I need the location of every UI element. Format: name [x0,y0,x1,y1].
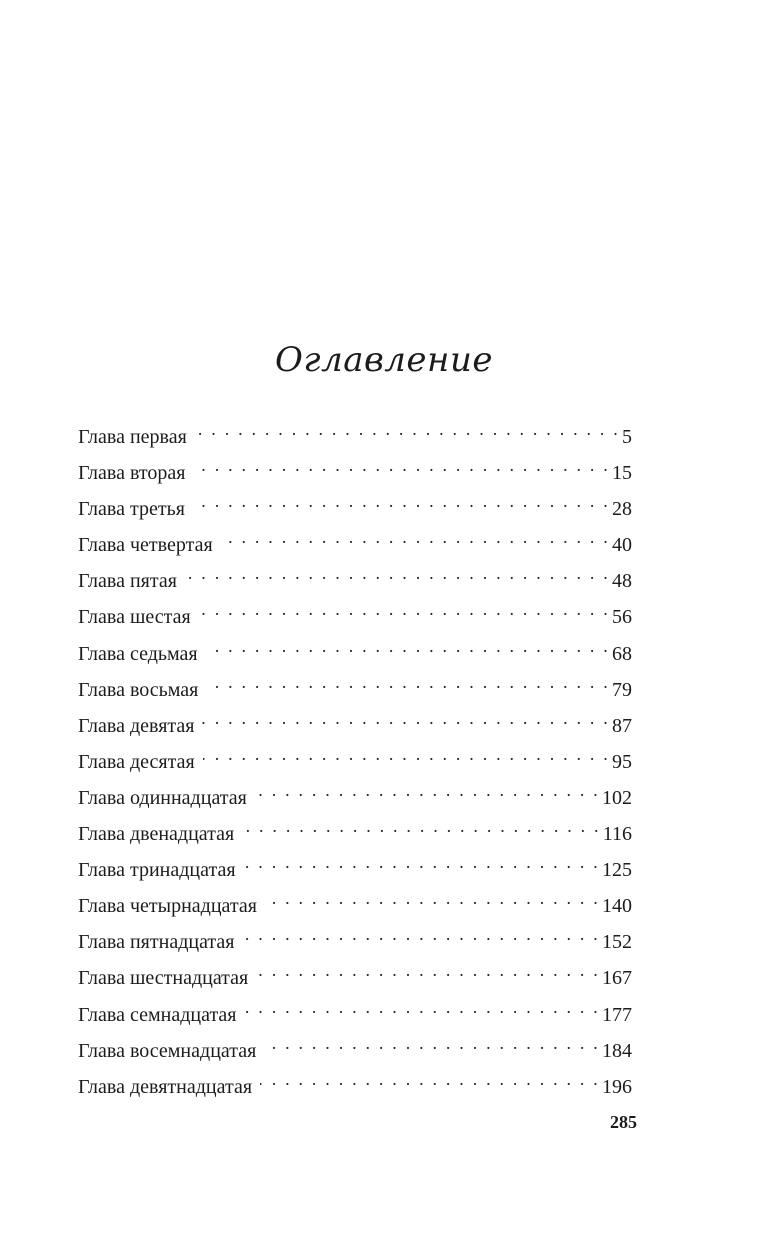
dot-leader [242,812,601,840]
toc-entry-label: Глава седьмая [78,642,198,665]
toc-entry-label: Глава двенадцатая [78,823,235,846]
toc-entry[interactable] [78,776,632,812]
toc-entry-label: Глава восьмая [78,678,199,701]
dot-leader [256,956,600,984]
dot-leader [265,884,600,912]
toc-entry-page: 56 [612,606,632,629]
toc-entry-label: Глава восемнадцатая [78,1039,257,1062]
toc-entry-label: Глава первая [78,426,187,448]
toc-entry[interactable] [78,1065,632,1101]
dot-leader [193,487,610,515]
toc-entry-page: 125 [602,859,632,882]
toc-entry-page: 177 [602,1003,632,1026]
toc-entry-label: Глава третья [78,498,185,521]
toc-entry-page: 116 [602,823,632,846]
toc-entry-label: Глава семнадцатая [78,1003,237,1026]
toc-entry-page: 5 [622,426,632,448]
dot-leader [255,776,600,804]
toc-entry[interactable] [78,451,632,487]
dot-leader [195,415,620,443]
page-number: 285 [610,1112,637,1132]
toc-entry[interactable] [78,920,632,956]
toc-entry[interactable] [78,704,632,740]
toc-entry-page: 68 [612,642,632,665]
toc-entry-page: 140 [602,895,632,918]
toc-entry[interactable] [78,884,632,920]
toc-entry-page: 102 [602,786,632,809]
dot-leader [245,993,600,1021]
dot-leader [185,559,610,587]
toc-entry-label: Глава четырнадцатая [78,895,257,918]
toc-entry-label: Глава четвертая [78,534,213,557]
toc-entry-label: Глава тринадцатая [78,859,236,882]
toc-entry[interactable] [78,523,632,559]
dot-leader [244,848,600,876]
toc-entry-label: Глава десятая [78,750,195,773]
toc-entry[interactable] [78,595,632,631]
dot-leader [221,523,610,551]
toc-entry-page: 87 [612,714,632,737]
toc-entry-page: 40 [612,534,632,557]
toc-entry-page: 28 [612,498,632,521]
toc-entry-label: Глава пятнадцатая [78,931,235,954]
dot-leader [206,632,610,660]
toc-entry-page: 196 [602,1075,632,1098]
dot-leader [206,668,610,696]
toc-entry-page: 95 [612,750,632,773]
toc-entry-label: Глава девятая [78,714,195,737]
toc-entry-page: 167 [602,967,632,990]
dot-leader [260,1065,600,1093]
toc-entry-label: Глава шестая [78,606,191,629]
toc-entry[interactable] [78,812,632,848]
dot-leader [202,704,610,732]
dot-leader [199,595,610,623]
dot-leader [264,1029,600,1057]
toc-entry-page: 48 [612,570,632,593]
toc-entry-page: 152 [602,931,632,954]
toc-entry[interactable] [78,559,632,595]
toc-entry-label: Глава девятнадцатая [78,1075,253,1098]
dot-leader [203,740,610,768]
toc-entry[interactable] [78,632,632,668]
toc-entry[interactable] [78,993,632,1029]
toc-entry-label: Глава одиннадцатая [78,786,247,809]
toc-entry[interactable] [78,1029,632,1065]
toc-entry[interactable] [78,740,632,776]
table-of-contents [78,415,632,1101]
toc-entry-label: Глава пятая [78,570,177,593]
toc-entry-label: Глава шестнадцатая [78,967,249,990]
dot-leader [193,451,610,479]
toc-entry-page: 15 [612,462,632,485]
dot-leader [243,920,601,948]
toc-entry[interactable] [78,668,632,704]
toc-entry-page: 184 [602,1039,632,1062]
toc-entry-label: Глава вторая [78,462,186,485]
toc-entry-page: 79 [612,678,632,701]
toc-entry[interactable] [78,487,632,523]
toc-entry[interactable] [78,956,632,992]
toc-entry[interactable] [78,415,632,451]
toc-title: Оглавление [275,340,493,380]
toc-entry[interactable] [78,848,632,884]
